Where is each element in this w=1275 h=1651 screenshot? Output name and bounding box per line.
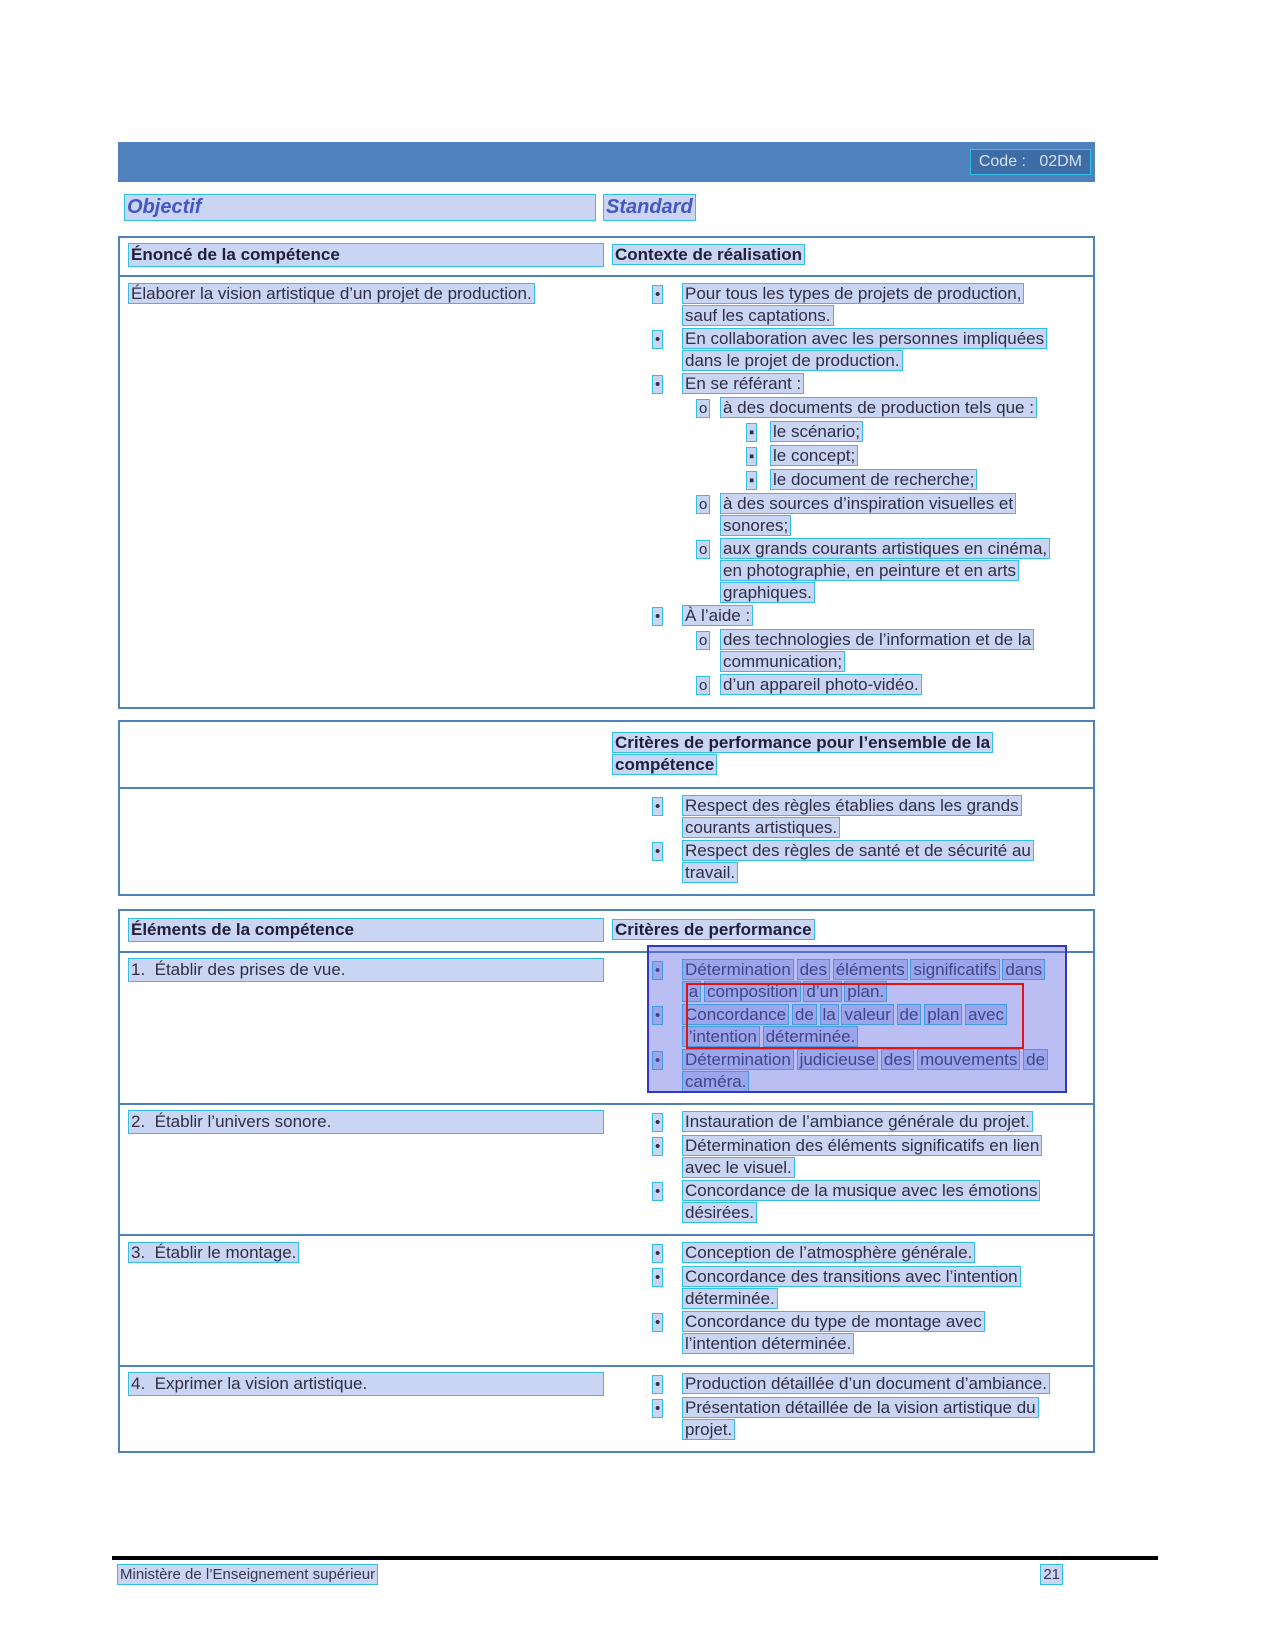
element-cell bbox=[120, 953, 613, 1103]
table-header-row bbox=[120, 238, 1093, 277]
list-item-text: aux grands courants artistiques en cinéma, en photographie, en peinture et en arts graphiques. bbox=[723, 539, 1048, 602]
empty-cell bbox=[120, 789, 613, 894]
column-header-criteres: Critères de performance bbox=[615, 920, 812, 939]
table-header-row bbox=[120, 911, 1093, 953]
element-label: 3. Établir le montage. bbox=[131, 1243, 297, 1262]
list-item bbox=[613, 283, 1081, 327]
list-item-text: des technologies de l’information et de la communication; bbox=[723, 630, 1032, 671]
table-elements-criteres bbox=[118, 909, 1095, 1453]
list-item bbox=[613, 493, 1081, 537]
statement-text: Élaborer la vision artistique d’un projet de production. bbox=[131, 284, 532, 303]
criteria-text: Détermination des éléments significatifs en lien avec le visuel. bbox=[685, 1136, 1040, 1177]
criteria-item bbox=[613, 1397, 1081, 1441]
criteria-text: Concordance de la valeur de plan avec l’intention déterminée. bbox=[685, 1005, 1004, 1046]
table-row bbox=[120, 1236, 1093, 1367]
table-row bbox=[120, 1105, 1093, 1236]
context-list bbox=[613, 277, 1093, 707]
header-band bbox=[118, 142, 1095, 182]
list-item bbox=[613, 421, 1081, 444]
circle-bullet-icon: o bbox=[699, 677, 708, 694]
bullet-icon: • bbox=[655, 331, 661, 348]
column-header-criteres-ensemble: Critères de performance pour l’ensemble de la compétence bbox=[615, 733, 991, 774]
criteria-item bbox=[613, 1266, 1081, 1310]
list-item-text: d’un appareil photo-vidéo. bbox=[723, 675, 919, 694]
list-item bbox=[613, 469, 1081, 492]
criteria-list bbox=[613, 1105, 1093, 1234]
criteria-item bbox=[613, 1135, 1081, 1179]
circle-bullet-icon: o bbox=[699, 496, 708, 513]
criteria-list bbox=[613, 789, 1093, 894]
list-item-text: Respect des règles établies dans les grands courants artistiques. bbox=[685, 796, 1019, 837]
table-row bbox=[120, 1367, 1093, 1451]
criteria-text: Détermination judicieuse des mouvements de caméra. bbox=[685, 1050, 1046, 1091]
bullet-icon: • bbox=[655, 286, 661, 303]
list-item bbox=[613, 328, 1081, 372]
criteria-text: Conception de l’atmosphère générale. bbox=[685, 1243, 973, 1262]
criteria-text: Concordance de la musique avec les émotions désirées. bbox=[685, 1181, 1038, 1222]
circle-bullet-icon: o bbox=[699, 400, 708, 417]
bullet-icon: • bbox=[655, 962, 661, 979]
bullet-icon: • bbox=[655, 1314, 661, 1331]
bullet-icon: • bbox=[655, 1183, 661, 1200]
list-item-text: le scénario; bbox=[773, 422, 860, 441]
table-row bbox=[120, 953, 1093, 1105]
column-header-contexte: Contexte de réalisation bbox=[615, 245, 803, 264]
list-item bbox=[613, 397, 1081, 420]
criteria-list bbox=[613, 1236, 1093, 1365]
column-header-cell bbox=[120, 911, 613, 951]
list-item-text: À l’aide : bbox=[685, 606, 751, 625]
bullet-icon: • bbox=[655, 608, 661, 625]
square-bullet-icon: ▪ bbox=[749, 424, 755, 441]
table-body-row bbox=[120, 789, 1093, 894]
criteria-list bbox=[613, 1367, 1093, 1451]
element-label: 1. Établir des prises de vue. bbox=[129, 959, 603, 981]
circle-bullet-icon: o bbox=[699, 632, 708, 649]
bullet-icon: • bbox=[655, 798, 661, 815]
table-header-row bbox=[120, 722, 1093, 789]
list-item bbox=[613, 840, 1081, 884]
column-header-elements: Éléments de la compétence bbox=[129, 919, 603, 941]
page-content bbox=[118, 142, 1095, 1453]
bullet-icon: • bbox=[655, 843, 661, 860]
criteria-item bbox=[613, 959, 1081, 1003]
list-item bbox=[613, 629, 1081, 673]
criteria-item bbox=[613, 1373, 1081, 1396]
list-item-text: le document de recherche; bbox=[773, 470, 975, 489]
criteria-text: Détermination des éléments significatifs dans la composition d’un plan. bbox=[685, 960, 1043, 1001]
list-item-text: Pour tous les types de projets de production, sauf les captations. bbox=[685, 284, 1022, 325]
bullet-icon: • bbox=[655, 1007, 661, 1024]
table-criteres-ensemble bbox=[118, 720, 1095, 896]
criteria-text: Production détaillée d’un document d’ambiance. bbox=[685, 1374, 1047, 1393]
column-header-cell bbox=[613, 238, 1093, 275]
bullet-icon: • bbox=[655, 1400, 661, 1417]
page-number: 21 bbox=[1043, 1566, 1060, 1583]
list-item-text: En se référant : bbox=[685, 374, 802, 393]
list-item-text: à des sources d’inspiration visuelles et sonores; bbox=[723, 494, 1014, 535]
list-item-text: En collaboration avec les personnes impliquées dans le projet de production. bbox=[685, 329, 1045, 370]
criteria-text: Concordance du type de montage avec l’intention déterminée. bbox=[685, 1312, 982, 1353]
criteria-text: Instauration de l’ambiance générale du projet. bbox=[685, 1112, 1030, 1131]
criteria-item bbox=[613, 1311, 1081, 1355]
criteria-text: Présentation détaillée de la vision artistique du projet. bbox=[685, 1398, 1036, 1439]
element-label: 4. Exprimer la vision artistique. bbox=[129, 1373, 603, 1395]
bullet-icon: • bbox=[655, 376, 661, 393]
list-item bbox=[613, 674, 1081, 697]
footer-row bbox=[112, 1565, 1158, 1584]
list-item bbox=[613, 445, 1081, 468]
code-label: Code : 02DM bbox=[971, 150, 1090, 174]
element-label: 2. Établir l’univers sonore. bbox=[129, 1111, 603, 1133]
criteria-item bbox=[613, 1111, 1081, 1134]
bullet-icon: • bbox=[655, 1052, 661, 1069]
column-header-cell bbox=[613, 722, 1093, 787]
column-header-cell bbox=[613, 911, 1093, 951]
column-header-enonce: Énoncé de la compétence bbox=[129, 244, 603, 266]
list-item bbox=[613, 373, 1081, 396]
bullet-icon: • bbox=[655, 1138, 661, 1155]
square-bullet-icon: ▪ bbox=[749, 448, 755, 465]
table-body-row bbox=[120, 277, 1093, 707]
bullet-icon: • bbox=[655, 1376, 661, 1393]
heading-objectif: Objectif bbox=[125, 195, 595, 220]
list-item bbox=[613, 795, 1081, 839]
bullet-icon: • bbox=[655, 1114, 661, 1131]
empty-cell bbox=[120, 722, 613, 787]
element-cell bbox=[120, 1367, 613, 1451]
list-item bbox=[613, 538, 1081, 604]
element-cell bbox=[120, 1105, 613, 1234]
list-item-text: à des documents de production tels que : bbox=[723, 398, 1034, 417]
bullet-icon: • bbox=[655, 1245, 661, 1262]
criteria-item bbox=[613, 1004, 1081, 1048]
section-headings bbox=[118, 195, 1095, 220]
list-item-text: Respect des règles de santé et de sécurité au travail. bbox=[685, 841, 1031, 882]
square-bullet-icon: ▪ bbox=[749, 472, 755, 489]
criteria-item bbox=[613, 1049, 1081, 1093]
list-item bbox=[613, 605, 1081, 628]
heading-standard: Standard bbox=[606, 196, 693, 218]
criteria-list bbox=[613, 953, 1093, 1103]
criteria-item bbox=[613, 1242, 1081, 1265]
criteria-item bbox=[613, 1180, 1081, 1224]
column-header-cell bbox=[120, 238, 613, 275]
list-item-text: le concept; bbox=[773, 446, 856, 465]
criteria-text: Concordance des transitions avec l’intention déterminée. bbox=[685, 1267, 1018, 1308]
page-footer bbox=[112, 1556, 1158, 1584]
circle-bullet-icon: o bbox=[699, 541, 708, 558]
element-cell bbox=[120, 1236, 613, 1365]
table-enonce-contexte bbox=[118, 236, 1095, 709]
footer-text: Ministère de l’Enseignement supérieur bbox=[120, 1566, 376, 1583]
bullet-icon: • bbox=[655, 1269, 661, 1286]
statement-cell bbox=[120, 277, 613, 707]
